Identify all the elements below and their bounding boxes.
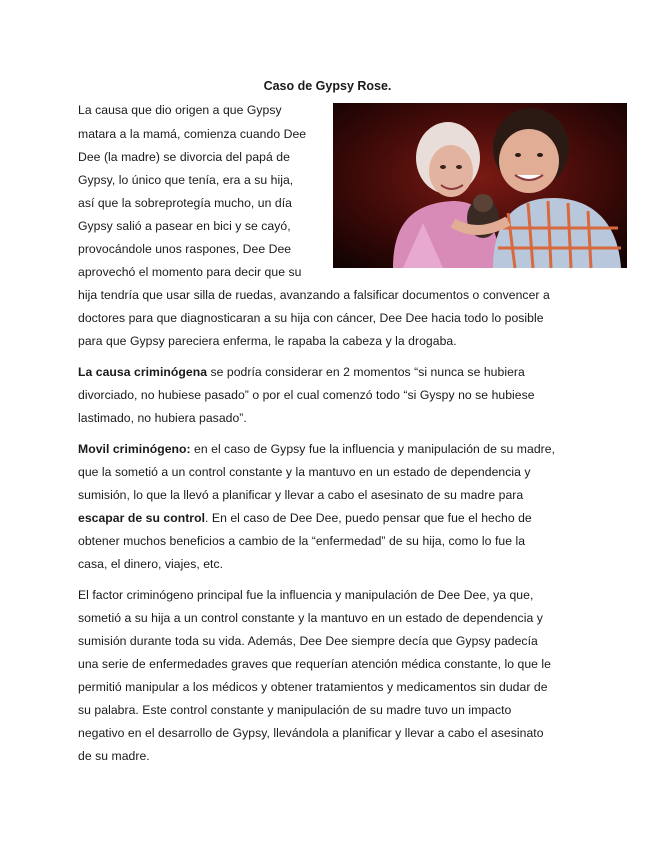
paragraph-3-text: en el caso de Gypsy fue la influencia y manipulación de su madre, bbox=[190, 442, 556, 456]
bold-heading-causa-criminogena: La causa criminógena bbox=[78, 365, 208, 379]
paragraph-3-line: obtener muchos beneficios a cambio de la “enfermedad” de su hija, como lo fue la bbox=[78, 534, 526, 548]
paragraph-3-line: sumisión, lo que la llevó a planificar y llevar a cabo el asesinato de su madre para bbox=[78, 488, 524, 502]
paragraph-4-line: El factor criminógeno principal fue la influencia y manipulación de Dee Dee, ya que, bbox=[78, 588, 534, 602]
paragraph-1-line: Dee (la madre) se divorcia del papá de bbox=[78, 150, 290, 164]
paragraph-4-line: de su madre. bbox=[78, 749, 150, 763]
paragraph-2-text: se podría considerar en 2 momentos “si nunca se hubiera bbox=[207, 365, 525, 379]
paragraph-1-line: así que la sobreprotegía mucho, un día bbox=[78, 196, 292, 210]
document-title: Caso de Gypsy Rose. bbox=[263, 79, 392, 93]
paragraph-1-line: Gypsy salió a pasear en bici y se cayó, bbox=[78, 219, 291, 233]
paragraph-1-line: provocándole unos raspones, Dee Dee bbox=[78, 242, 292, 256]
paragraph-1-line: para que Gypsy pareciera enferma, le rapaba la cabeza y la drogaba. bbox=[78, 334, 457, 348]
photo-illustration bbox=[333, 103, 627, 268]
paragraph-1-line: doctores para que diagnosticaran a su hija con cáncer, Dee Dee hacia todo lo posible bbox=[78, 311, 544, 325]
paragraph-4-line: sumisión durante toda su vida. Además, Dee Dee siempre decía que Gypsy padecía bbox=[78, 634, 538, 648]
paragraph-2-line bbox=[78, 365, 525, 379]
photo-gypsy-and-dee-dee bbox=[333, 103, 627, 268]
paragraph-3-line: casa, el dinero, viajes, etc. bbox=[78, 557, 224, 571]
paragraph-2-line: divorciado, no hubiese pasado” o por el cual comenzó todo “si Gyspy no se hubiese bbox=[78, 388, 535, 402]
paragraph-4-line: permitió manipular a los médicos y obtener tratamientos y medicamentos sin dudar de bbox=[78, 680, 548, 694]
paragraph-2-line: lastimado, no hubiera pasado”. bbox=[78, 411, 247, 425]
paragraph-1-line: Gypsy, lo único que tenía, era a su hija, bbox=[78, 173, 294, 187]
bold-heading-movil-criminogeno: Movil criminógeno: bbox=[78, 442, 191, 456]
bold-phrase-escapar: escapar de su control bbox=[78, 511, 206, 525]
paragraph-3-text: . En el caso de Dee Dee, puedo pensar que fue el hecho de bbox=[205, 511, 532, 525]
paragraph-1-line: aprovechó el momento para decir que su bbox=[78, 265, 302, 279]
paragraph-1-line: hija tendría que usar silla de ruedas, avanzando a falsificar documentos o convencer a bbox=[78, 288, 550, 302]
paragraph-1-line: matara a la mamá, comienza cuando Dee bbox=[78, 127, 307, 141]
paragraph-1-line: La causa que dio origen a que Gypsy bbox=[78, 103, 282, 117]
paragraph-3-line: que la sometió a un control constante y la mantuvo en un estado de dependencia y bbox=[78, 465, 531, 479]
paragraph-3-line bbox=[78, 511, 532, 525]
paragraph-3-line bbox=[78, 442, 555, 456]
paragraph-4-line: una serie de enfermedades graves que requerían atención médica constante, lo que le bbox=[78, 657, 551, 671]
paragraph-4-line: sometió a su hija a un control constante y la mantuvo en un estado de dependencia y bbox=[78, 611, 543, 625]
paragraph-4-line: su palabra. Este control constante y manipulación de su madre tuvo un impacto bbox=[78, 703, 512, 717]
paragraph-4-line: negativo en el desarrollo de Gypsy, llevándola a planificar y llevar a cabo el asesinato bbox=[78, 726, 544, 740]
